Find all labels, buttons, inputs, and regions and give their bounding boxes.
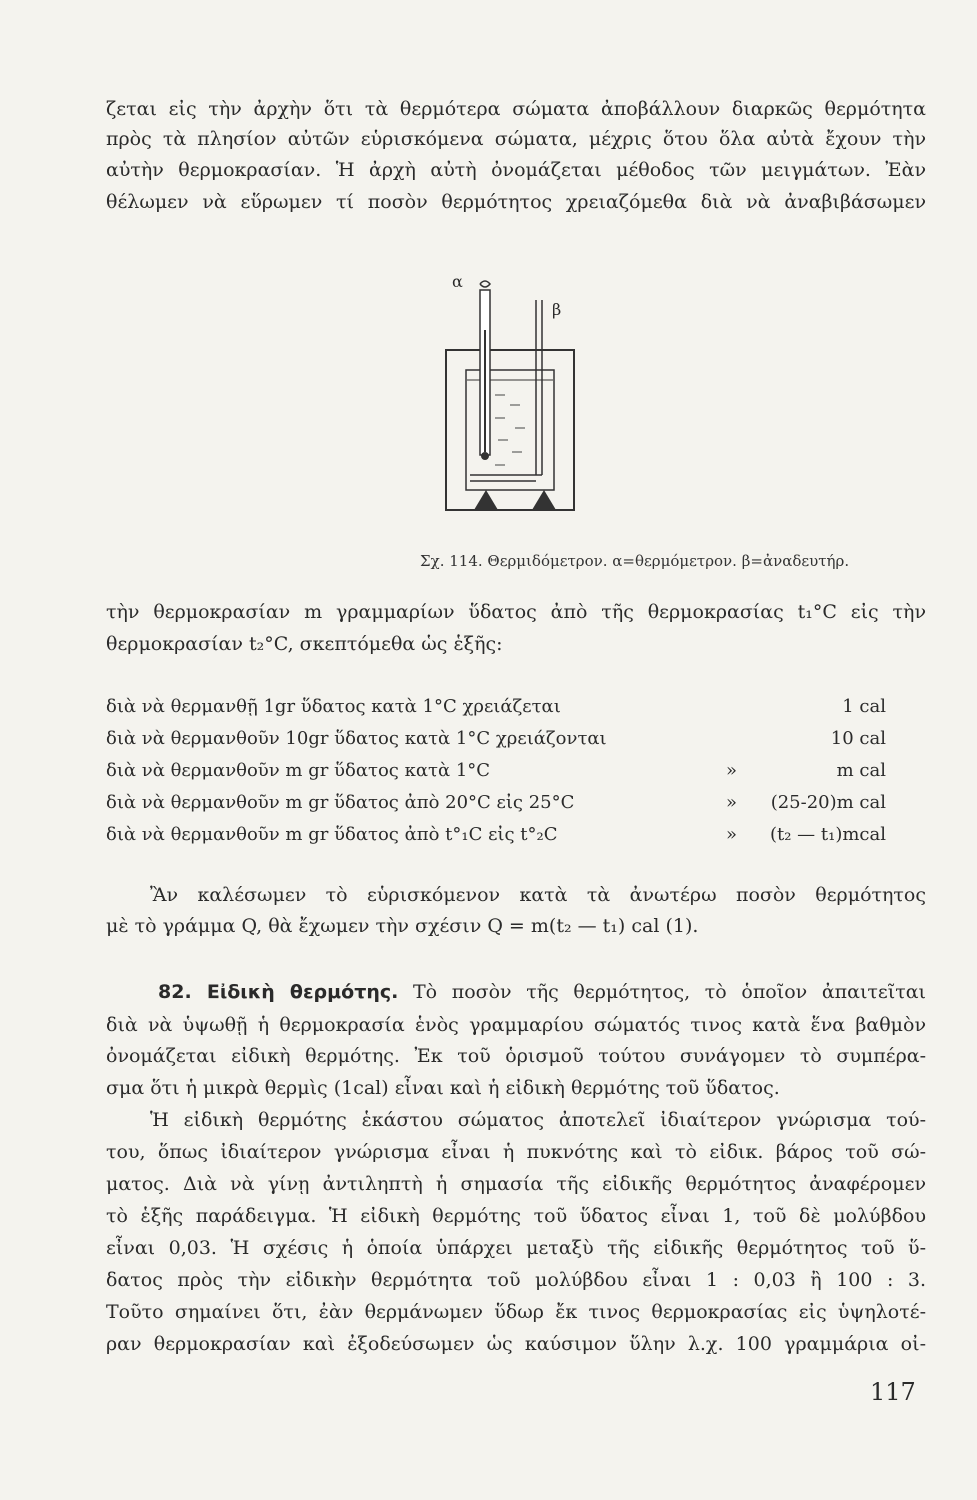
figure-caption: Σχ. 114. Θερμιδόμετρον. α=θερμόμετρον. β=ἀναδευτήρ. [420, 552, 850, 570]
section-first-line-text: Τὸ ποσὸν τῆς θερμότητος, τὸ ὁποῖον ἀπαιτεῖται [412, 981, 927, 1003]
text-line: ραν θερμοκρασίαν καὶ ἐξοδεύσωμεν ὡς καύσιμον ὕλην λ.χ. 100 γραμμάρια οἰ- [106, 1333, 926, 1355]
calorimeter-figure [440, 270, 600, 520]
text-line: Τοῦτο σημαίνει ὅτι, ἐὰν θερμάνωμεν ὕδωρ ἔκ τινος θερμοκρασίας εἰς ὑψηλοτέ- [106, 1301, 926, 1323]
section-heading: 82. Εἰδικὴ θερμότης. [158, 981, 399, 1003]
text-line: τὸ ἑξῆς παράδειγμα. Ἡ εἰδικὴ θερμότης τοῦ ὕδατος εἶναι 1, τοῦ δὲ μολύβδου [106, 1205, 926, 1227]
calc-result: 10 cal [830, 728, 886, 749]
calc-ditto: » [726, 824, 738, 845]
text-line: δατος πρὸς τὴν εἰδικὴν θερμότητα τοῦ μολύβδου εἶναι 1 : 0,03 ἢ 100 : 3. [106, 1269, 926, 1291]
text-line: πρὸς τὰ πλησίον αὐτῶν εὑρισκόμενα σώματα, μέχρις ὅτου ὅλα αὐτὰ ἔχουν τὴν [106, 128, 926, 150]
support-right [532, 490, 556, 510]
calc-text: διὰ νὰ θερμανθῇ 1gr ὕδατος κατὰ 1°C χρειάζεται [106, 696, 561, 717]
calorimeter-drawing [440, 270, 600, 520]
calc-text: διὰ νὰ θερμανθοῦν m gr ὕδατος ἀπὸ t°₁C εἰς t°₂C [106, 824, 558, 845]
text-line: αὐτὴν θερμοκρασίαν. Ἡ ἀρχὴ αὐτὴ ὀνομάζεται μέθοδος τῶν μειγμάτων. Ἐὰν [106, 159, 926, 181]
label-beta: β [552, 300, 562, 319]
calc-row [106, 760, 886, 786]
page-number: 117 [870, 1378, 916, 1406]
calc-result: (25-20)m cal [770, 792, 886, 813]
text-line: μὲ τὸ γράμμα Q, θὰ ἔχωμεν τὴν σχέσιν Q = m(t₂ — t₁) cal (1). [106, 915, 699, 937]
calc-row [106, 792, 886, 818]
calc-row [106, 824, 886, 850]
support-left [474, 490, 498, 510]
text-line: τὴν θερμοκρασίαν m γραμμαρίων ὕδατος ἀπὸ τῆς θερμοκρασίας t₁°C εἰς τὴν [106, 601, 926, 623]
calc-text: διὰ νὰ θερμανθοῦν m gr ὕδατος ἀπὸ 20°C εἰς 25°C [106, 792, 575, 813]
text-line: Ἂν καλέσωμεν τὸ εὑρισκόμενον κατὰ τὰ ἀνωτέρω ποσὸν θερμότητος [150, 884, 926, 906]
calc-text: διὰ νὰ θερμανθοῦν 10gr ὕδατος κατὰ 1°C χρειάζονται [106, 728, 607, 749]
calc-result: m cal [836, 760, 886, 781]
text-line: θερμοκρασίαν t₂°C, σκεπτόμεθα ὡς ἑξῆς: [106, 633, 503, 655]
text-line: του, ὅπως ἰδιαίτερον γνώρισμα εἶναι ἡ πυκνότης καὶ τὸ εἰδικ. βάρος τοῦ σώ- [106, 1141, 926, 1163]
text-line: Ἡ εἰδικὴ θερμότης ἑκάστου σώματος ἀποτελεῖ ἰδιαίτερον γνώρισμα τού- [150, 1109, 926, 1131]
text-line: διὰ νὰ ὑψωθῇ ἡ θερμοκρασία ἑνὸς γραμμαρίου σώματός τινος κατὰ ἕνα βαθμὸν [106, 1014, 926, 1036]
text-line: ματος. Διὰ νὰ γίνῃ ἀντιληπτὴ ἡ σημασία τῆς εἰδικῆς θερμότητος ἀναφέρομεν [106, 1173, 926, 1195]
calc-result: 1 cal [842, 696, 886, 717]
section-first-line [158, 980, 926, 1004]
text-line: ζεται εἰς τὴν ἀρχὴν ὅτι τὰ θερμότερα σώματα ἀποβάλλουν διαρκῶς θερμότητα [106, 98, 926, 120]
inner-vessel [466, 370, 554, 490]
text-line: θέλωμεν νὰ εὕρωμεν τί ποσὸν θερμότητος χρειαζόμεθα διὰ νὰ ἀναβιβάσωμεν [106, 191, 926, 213]
calc-text: διὰ νὰ θερμανθοῦν m gr ὕδατος κατὰ 1°C [106, 760, 491, 781]
outer-vessel [446, 350, 574, 510]
text-line: σμα ὅτι ἡ μικρὰ θερμὶς (1cal) εἶναι καὶ ἡ εἰδικὴ θερμότης τοῦ ὕδατος. [106, 1077, 780, 1099]
calc-result: (t₂ — t₁)mcal [769, 824, 886, 845]
text-line: ὀνομάζεται εἰδικὴ θερμότης. Ἐκ τοῦ ὁρισμοῦ τούτου συνάγομεν τὸ συμπέρα- [106, 1045, 926, 1067]
calc-row [106, 728, 886, 754]
calc-row [106, 696, 886, 722]
calc-ditto: » [726, 760, 738, 781]
calc-ditto: » [726, 792, 738, 813]
text-line: εἶναι 0,03. Ἡ σχέσις ἡ ὁποία ὑπάρχει μεταξὺ τῆς εἰδικῆς θερμότητος τοῦ ὕ- [106, 1237, 926, 1259]
label-alpha: α [452, 272, 463, 291]
